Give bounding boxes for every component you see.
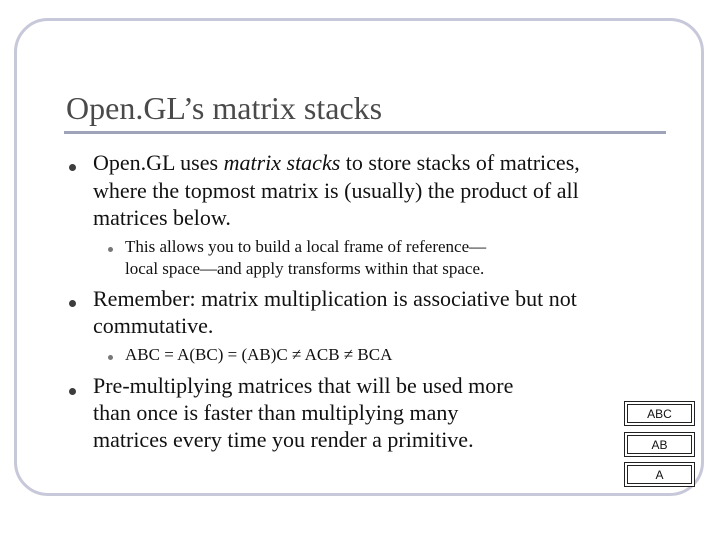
bullet-1-line-1-end: to store stacks of matrices,	[340, 150, 580, 175]
stack-box-ab: AB	[624, 432, 695, 457]
bullet-3-line-3: matrices every time you render a primitive.	[93, 427, 474, 452]
bullet-3-line-2: than once is faster than multiplying many	[93, 400, 459, 425]
bullet-1-line-2: where the topmost matrix is (usually) the product of all	[93, 178, 579, 203]
bullet-2-line-1: Remember: matrix multiplication is associative but not	[93, 286, 577, 311]
bullet-1-line-1-start: Open.GL uses	[93, 150, 224, 175]
bullet-2-line-2: commutative.	[93, 313, 214, 338]
sub-bullet-marker	[105, 351, 115, 363]
bullet-marker	[66, 160, 78, 174]
bullet-1-line-3: matrices below.	[93, 205, 231, 230]
stack-box-a: A	[624, 462, 695, 487]
bullet-marker	[66, 296, 78, 310]
sub-bullet-marker	[105, 243, 115, 255]
title-underline	[64, 131, 666, 134]
bullet-3-line-1: Pre-multiplying matrices that will be used more	[93, 373, 514, 398]
sub-bullet-1-line-2: local space—and apply transforms within that space.	[125, 259, 485, 278]
slide-title: Open.GL’s matrix stacks	[66, 90, 383, 126]
bullet-marker	[66, 384, 78, 398]
sub-bullet-1-line-1: This allows you to build a local frame of reference—	[125, 237, 487, 256]
bullet-1-line-1	[93, 150, 580, 176]
stack-box-abc: ABC	[624, 401, 695, 426]
matrix-stacks-term: matrix stacks	[223, 150, 341, 175]
sub-bullet-2-line-1: ABC = A(BC) = (AB)C ≠ ACB ≠ BCA	[125, 345, 393, 364]
